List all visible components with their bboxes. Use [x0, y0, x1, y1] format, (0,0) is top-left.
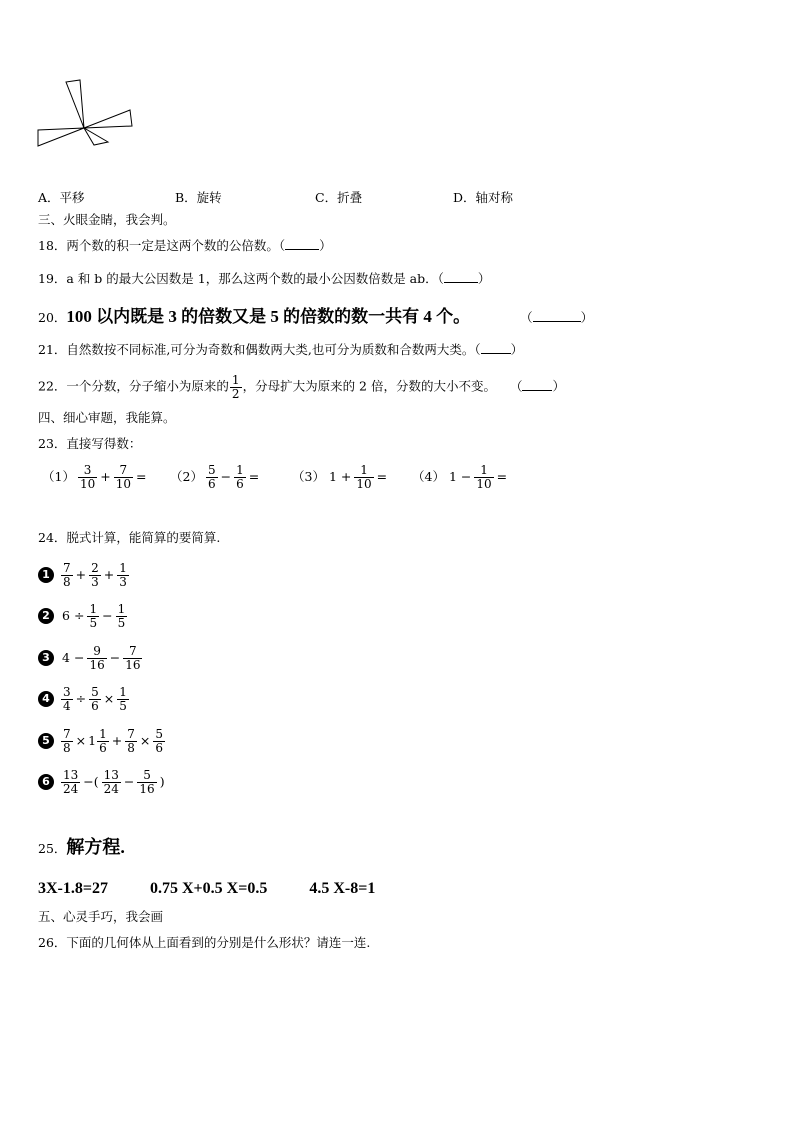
answer-blank[interactable]	[481, 353, 511, 354]
section-3-title: 三、火眼金睛，我会判。	[38, 212, 176, 227]
q23-item-4: （4） 1 − $\frac{1}{10}$ =	[412, 463, 508, 491]
q23-item-1: （1） $\frac{3}{10}$ + $\frac{7}{10}$ =	[42, 463, 147, 491]
question-26: 26．下面的几何体从上面看到的分别是什么形状？请连一连.	[38, 935, 371, 950]
option-c: C．折叠	[315, 190, 363, 205]
circled-number: 2	[38, 608, 54, 624]
circled-number: 6	[38, 774, 54, 790]
fraction: $\frac{1}{2}$	[231, 373, 240, 401]
q24-expression-4: 4 $\frac{3}{4}$ ÷ $\frac{5}{6}$ × $\frac{1}{5}$	[38, 686, 130, 712]
question-23: 23．直接写得数：	[38, 436, 142, 451]
q24-expression-5: 5 $\frac{7}{8}$ × 1 $\frac{1}{6}$ + $\frac{7}{8}$ × $\frac{5}{6}$	[38, 728, 166, 754]
question-25: 25．解方程.	[38, 837, 125, 857]
q24-expression-6: 6 $\frac{13}{24}$ −( $\frac{13}{24}$ − $\frac{5}{16}$ )	[38, 769, 167, 795]
equation-1: 3X-1.8=27	[38, 880, 108, 897]
circled-number: 1	[38, 567, 54, 583]
equations-row	[38, 880, 417, 898]
equation-3: 4.5 X-8=1	[309, 880, 376, 897]
pinwheel-figure	[34, 78, 138, 150]
circled-number: 5	[38, 733, 54, 749]
question-19: 19．a 和 b 的最大公因数是 1，那么这两个数的最小公因数倍数是 ab．（ ）	[38, 271, 491, 286]
circled-number: 4	[38, 691, 54, 707]
answer-blank[interactable]	[533, 321, 581, 322]
question-22: 22．一个分数，分子缩小为原来的 $\frac{1}{2}$ ，分母扩大为原来的 2 倍，分数的大小不变。 （ ）	[38, 373, 565, 401]
answer-blank[interactable]	[522, 390, 552, 391]
answer-blank[interactable]	[285, 249, 319, 250]
section-5-title: 五、心灵手巧，我会画	[38, 909, 164, 924]
option-b: B．旋转	[175, 190, 222, 205]
q24-expression-3: 3 4 − $\frac{9}{16}$ − $\frac{7}{16}$	[38, 645, 143, 671]
circled-number: 3	[38, 650, 54, 666]
equation-2: 0.75 X+0.5 X=0.5	[150, 880, 268, 897]
q23-item-3: （3） 1 + $\frac{1}{10}$ =	[292, 463, 388, 491]
question-24: 24．脱式计算，能简算的要简算.	[38, 530, 221, 545]
question-18: 18．两个数的积一定是这两个数的公倍数。（ ）	[38, 238, 332, 253]
answer-blank[interactable]	[444, 282, 478, 283]
question-20: 20．100 以内既是 3 的倍数又是 5 的倍数的数一共有 4 个。 （ ）	[38, 307, 594, 326]
question-21: 21．自然数按不同标准,可分为奇数和偶数两大类,也可分为质数和合数两大类。（ ）	[38, 342, 524, 357]
option-d: D．轴对称	[453, 190, 514, 205]
section-4-title: 四、细心审题，我能算。	[38, 410, 176, 425]
q23-item-2: （2） $\frac{5}{6}$ − $\frac{1}{6}$ =	[170, 463, 260, 491]
option-a: A．平移	[38, 190, 85, 205]
q24-expression-1: 1 $\frac{7}{8}$ + $\frac{2}{3}$ + $\frac{1}{3}$	[38, 562, 130, 588]
q24-expression-2: 2 6 ÷ $\frac{1}{5}$ − $\frac{1}{5}$	[38, 603, 128, 629]
